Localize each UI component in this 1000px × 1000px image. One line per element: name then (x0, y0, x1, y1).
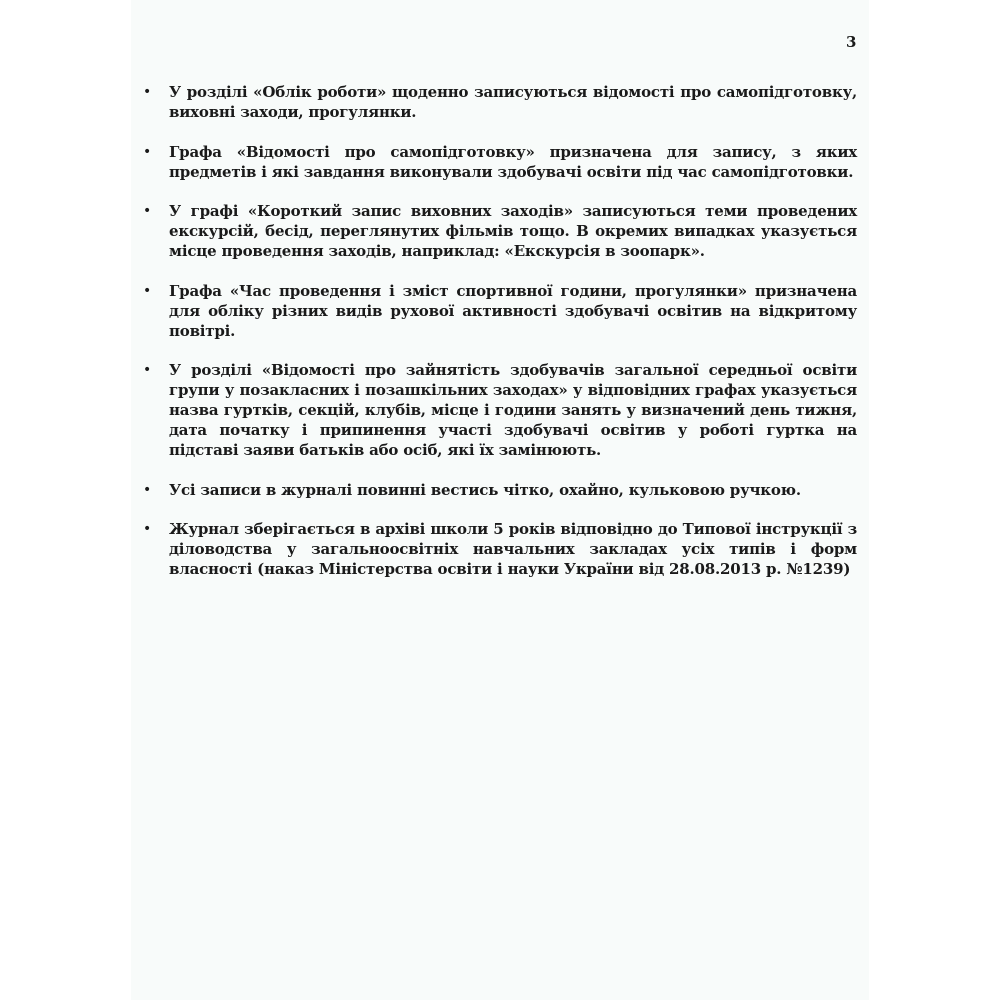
bullet-icon: • (143, 362, 152, 378)
list-item (143, 201, 857, 261)
list-item-text: Графа «Час проведення і зміст спортивної години, прогулянки» призначена для обліку різних видів рухової активності здобувачі освітив на відкритому повітрі. (169, 281, 857, 340)
list-item (143, 82, 857, 122)
list-item (143, 360, 857, 460)
list-item-text: У графі «Короткий запис виховних заходів» записуються теми проведених екскурсій, бесід, переглянутих фільмів тощо. В окремих випадках указується місце проведення заходів, наприклад: «Екскурсія в зоопарк». (169, 202, 857, 260)
list-item-text: Журнал зберігається в архіві школи 5 років відповідно до Типової інструкції з діловодства у загальноосвітніх навчальних закладах усіх типів і форм власності (наказ Міністерства освіти і науки України від 28.08.2013 р. №1239) (169, 520, 857, 578)
bullet-icon: • (143, 203, 152, 219)
bullet-icon: • (143, 143, 152, 160)
list-item-text: Графа «Відомості про самопідготовку» призначена для запису, з яких предметів і які завдання виконували здобувачі освіти під час самопідготовки. (169, 142, 857, 181)
bullet-icon: • (143, 521, 152, 537)
bullet-icon: • (143, 84, 152, 100)
list-item (143, 480, 857, 500)
bullet-icon: • (143, 282, 152, 299)
list-item (143, 281, 857, 341)
bullet-icon: • (143, 481, 152, 498)
list-item-text: Усі записи в журналі повинні вестись чітко, охайно, кульковою ручкою. (169, 480, 801, 499)
bullet-list (143, 82, 857, 599)
list-item-text: У розділі «Відомості про зайнятість здобувачів загальної середньої освіти групи у позакласних і позашкільних заходах» у відповідних графах указується назва гуртків, секцій, клубів, місце і години занять у визначений день тижня, дата початку і припинення участі здобувачі освітив у роботі гуртка на підставі заяви батьків або осіб, які їх замінюють. (169, 361, 857, 459)
list-item (143, 142, 857, 182)
list-item (143, 519, 857, 579)
list-item-text: У розділі «Облік роботи» щоденно записуються відомості про самопідготовку, виховні заходи, прогулянки. (169, 83, 857, 121)
page-number: 3 (846, 33, 857, 51)
